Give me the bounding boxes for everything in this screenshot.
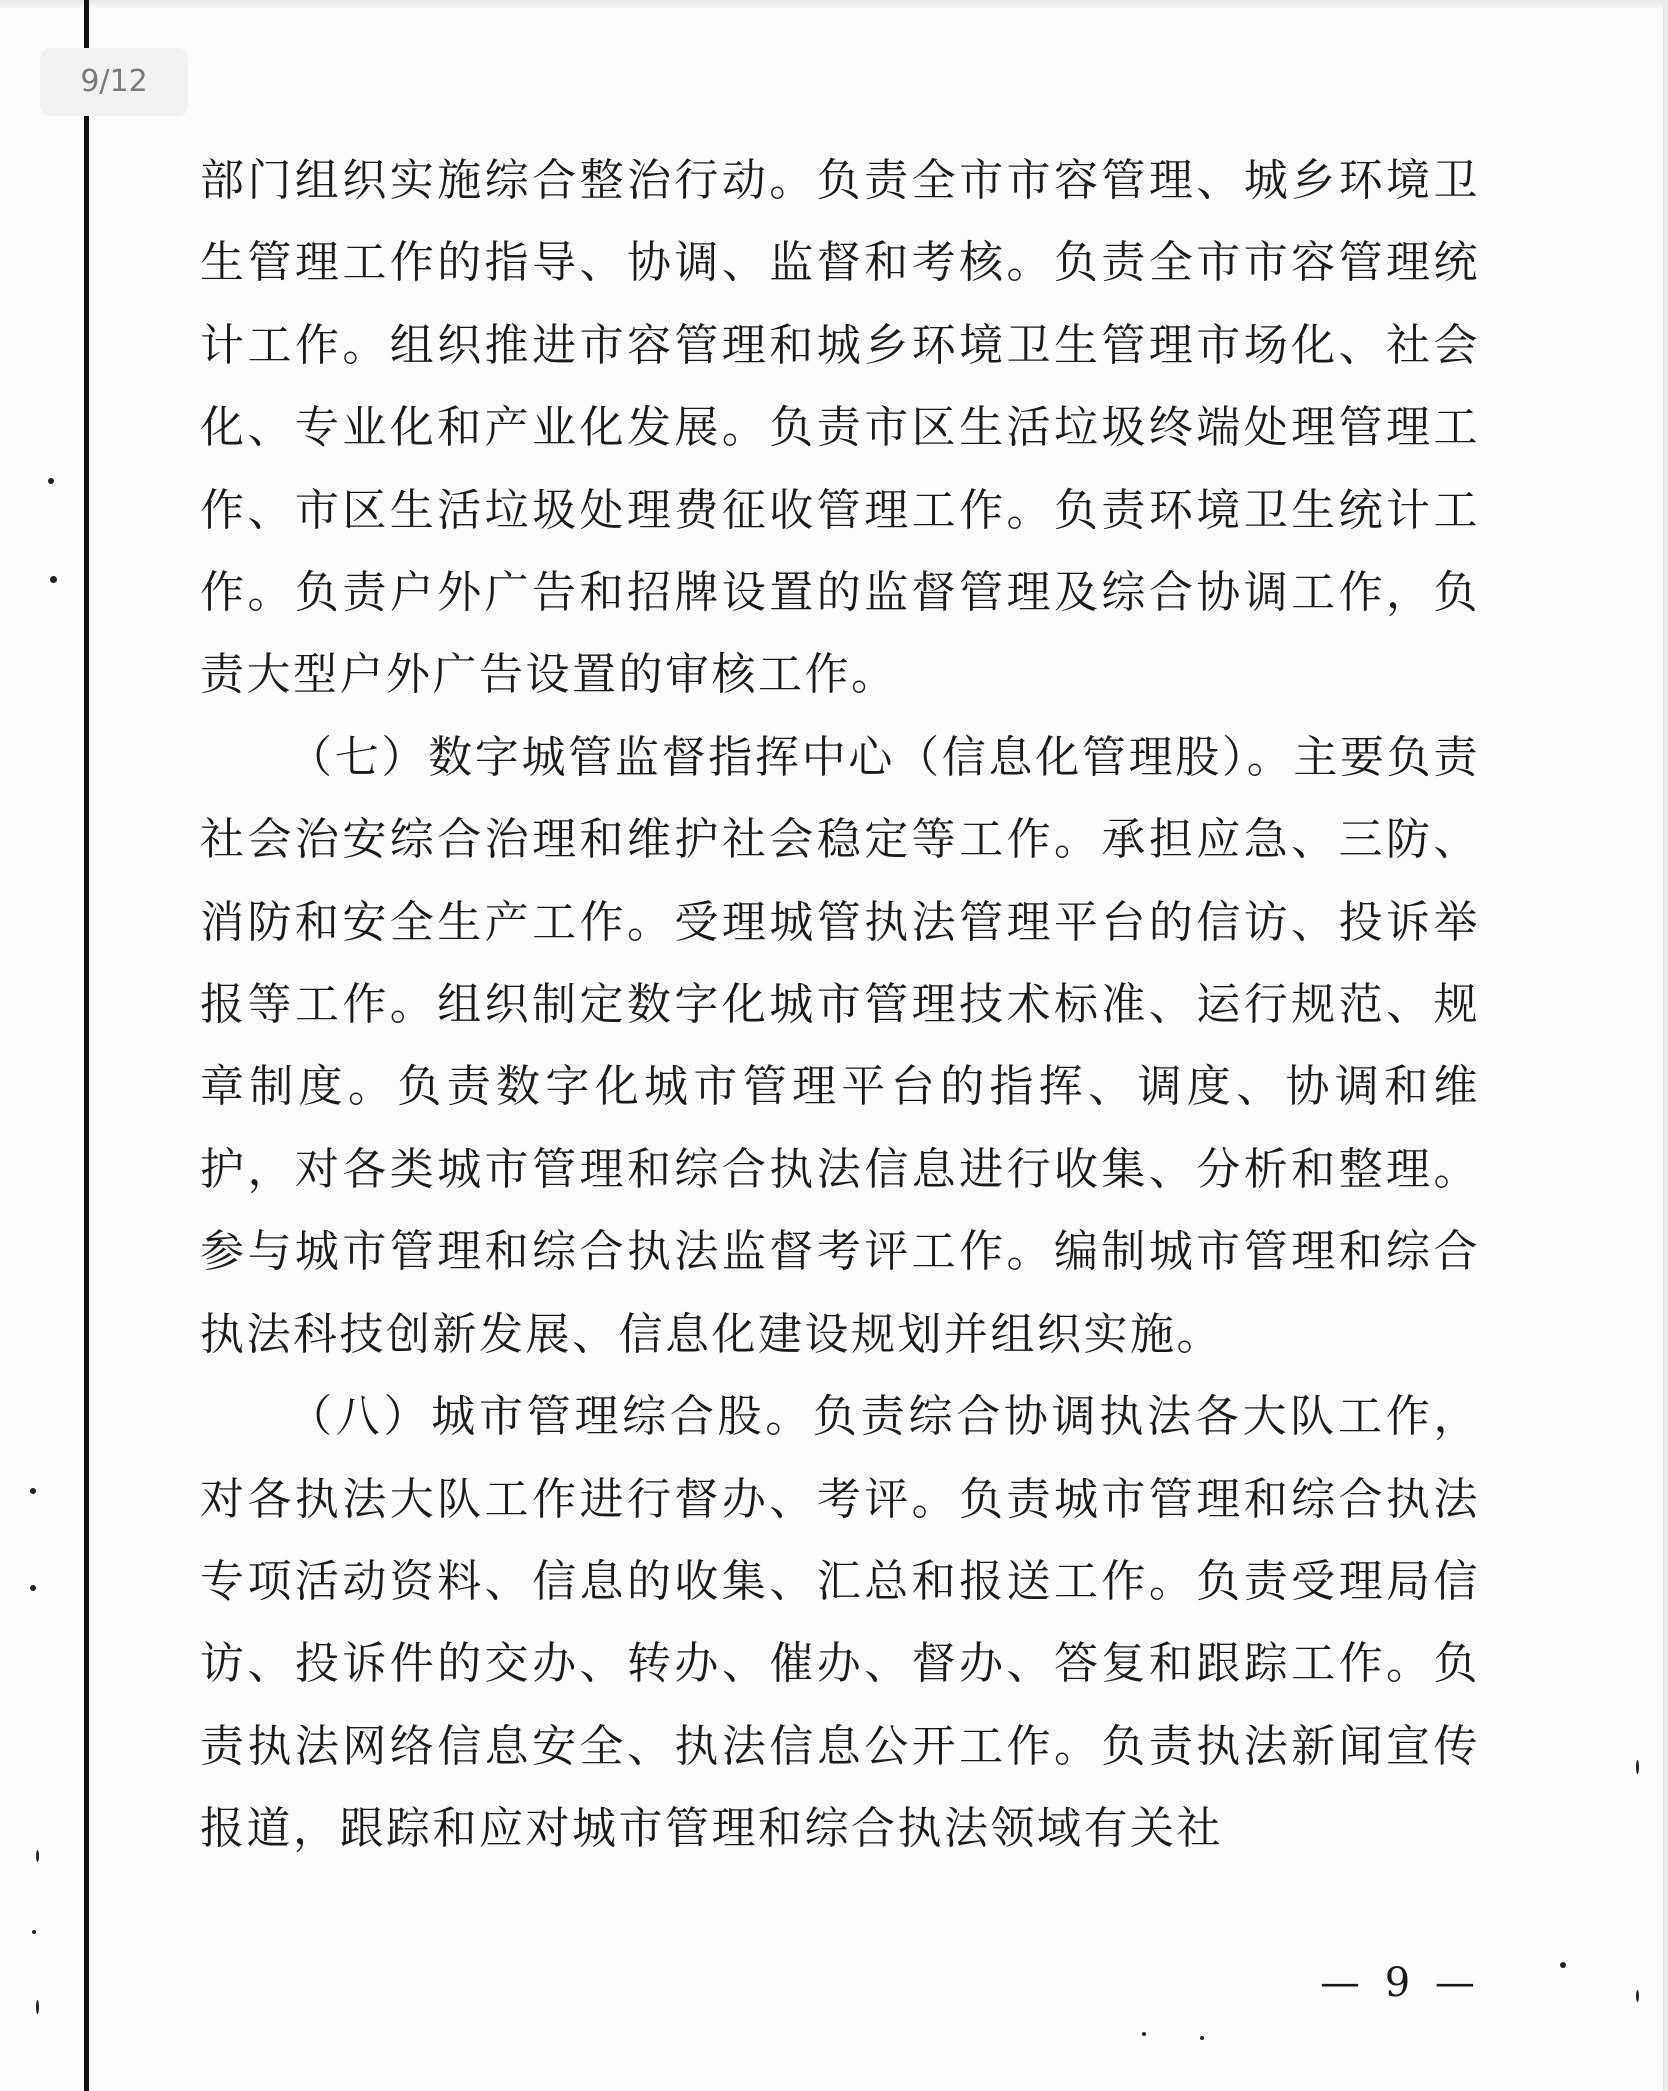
scan-speck (1636, 1990, 1639, 2002)
paragraph: 部门组织实施综合整治行动。负责全市市容管理、城乡环境卫生管理工作的指导、协调、监督和考核。负责全市市容管理统计工作。组织推进市容管理和城乡环境卫生管理市场化、社会化、专业化和产业化发展。负责市区生活垃圾终端处理管理工作、市区生活垃圾处理费征收管理工作。负责环境卫生统计工作。负责户外广告和招牌设置的监督管理及综合协调工作，负责大型户外广告设置的审核工作。 (200, 155, 1480, 701)
page-number: — 9 — (1320, 1960, 1481, 2006)
scan-speck (36, 1850, 39, 1862)
scan-speck (1200, 2036, 1204, 2040)
scan-speck (30, 1585, 36, 1591)
page-top-edge (0, 0, 1668, 8)
paragraph: （八）城市管理综合股。负责综合协调执法各大队工作，对各执法大队工作进行督办、考评。负责城市管理和综合执法专项活动资料、信息的收集、汇总和报送工作。负责受理局信访、投诉件的交办、转办、催办、督办、答复和跟踪工作。负责执法网络信息安全、执法信息公开工作。负责执法新闻宣传报道，跟踪和应对城市管理和综合执法领域有关社 (200, 1391, 1480, 1855)
scan-speck (1142, 2032, 1146, 2036)
binding-margin-line (84, 0, 89, 2091)
document-body (200, 140, 1480, 1871)
scan-speck (36, 2000, 39, 2014)
scan-speck (48, 478, 54, 484)
scan-speck (1560, 1962, 1566, 1968)
paragraph: （七）数字城管监督指挥中心（信息化管理股）。主要负责社会治安综合治理和维护社会稳定等工作。承担应急、三防、消防和安全生产工作。受理城管执法管理平台的信访、投诉举报等工作。组织制定数字化城市管理技术标准、运行规范、规章制度。负责数字化城市管理平台的指挥、调度、协调和维护，对各类城市管理和综合执法信息进行收集、分析和整理。参与城市管理和综合执法监督考评工作。编制城市管理和综合执法科技创新发展、信息化建设规划并组织实施。 (200, 731, 1480, 1360)
scan-speck (32, 1930, 36, 1934)
scan-speck (30, 1488, 36, 1494)
page-right-edge (1663, 0, 1668, 2091)
scan-speck (1636, 1760, 1639, 1774)
page-indicator: 9/12 (40, 48, 188, 116)
scan-speck (50, 576, 57, 583)
